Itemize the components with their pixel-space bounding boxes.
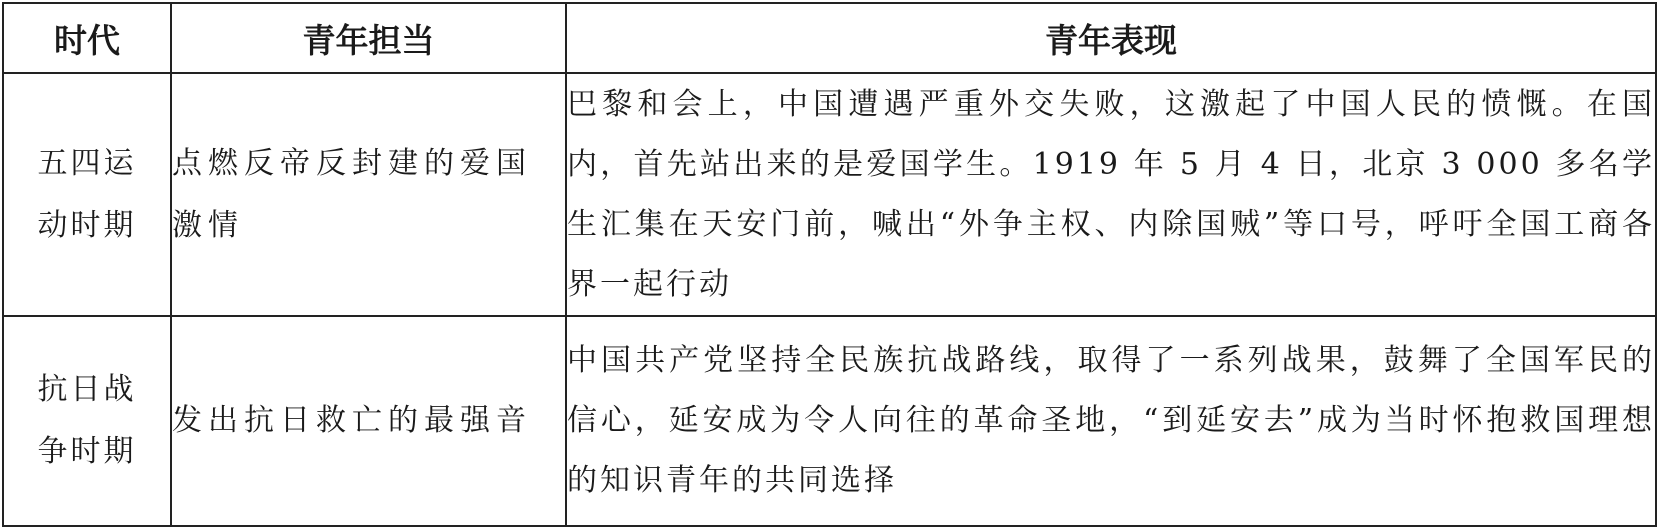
- era-text: 抗日战争时期: [37, 372, 137, 469]
- era-cell: [3, 73, 171, 316]
- header-role: 青年担当: [171, 3, 566, 73]
- table-row: [3, 316, 1656, 526]
- performance-text: 巴黎和会上，中国遭遇严重外交失败，这激起了中国人民的愤慨。在国内，首先站出来的是爱国学生。1919 年 5 月 4 日，北京 3 000 多名学生汇集在天安门前，喊出“外争主权、内除国贼”等口号，呼吁全国工商各界一起行动: [567, 86, 1655, 302]
- table-row: [3, 73, 1656, 316]
- role-text: 发出抗日救亡的最强音: [172, 403, 532, 438]
- role-cell: [171, 73, 566, 316]
- header-row: [3, 3, 1656, 73]
- header-performance: 青年表现: [566, 3, 1656, 73]
- role-cell: [171, 316, 566, 526]
- era-text: 五四运动时期: [37, 145, 137, 243]
- era-cell: [3, 316, 171, 526]
- performance-cell: [566, 73, 1656, 316]
- performance-cell: [566, 316, 1656, 526]
- role-text: 点燃反帝反封建的爱国激情: [172, 145, 532, 243]
- performance-text: 中国共产党坚持全民族抗战路线，取得了一系列战果，鼓舞了全国军民的信心，延安成为令人向往的革命圣地，“到延安去”成为当时怀抱救国理想的知识青年的共同选择: [567, 343, 1655, 498]
- header-era: 时代: [3, 3, 171, 73]
- history-table: [2, 2, 1657, 527]
